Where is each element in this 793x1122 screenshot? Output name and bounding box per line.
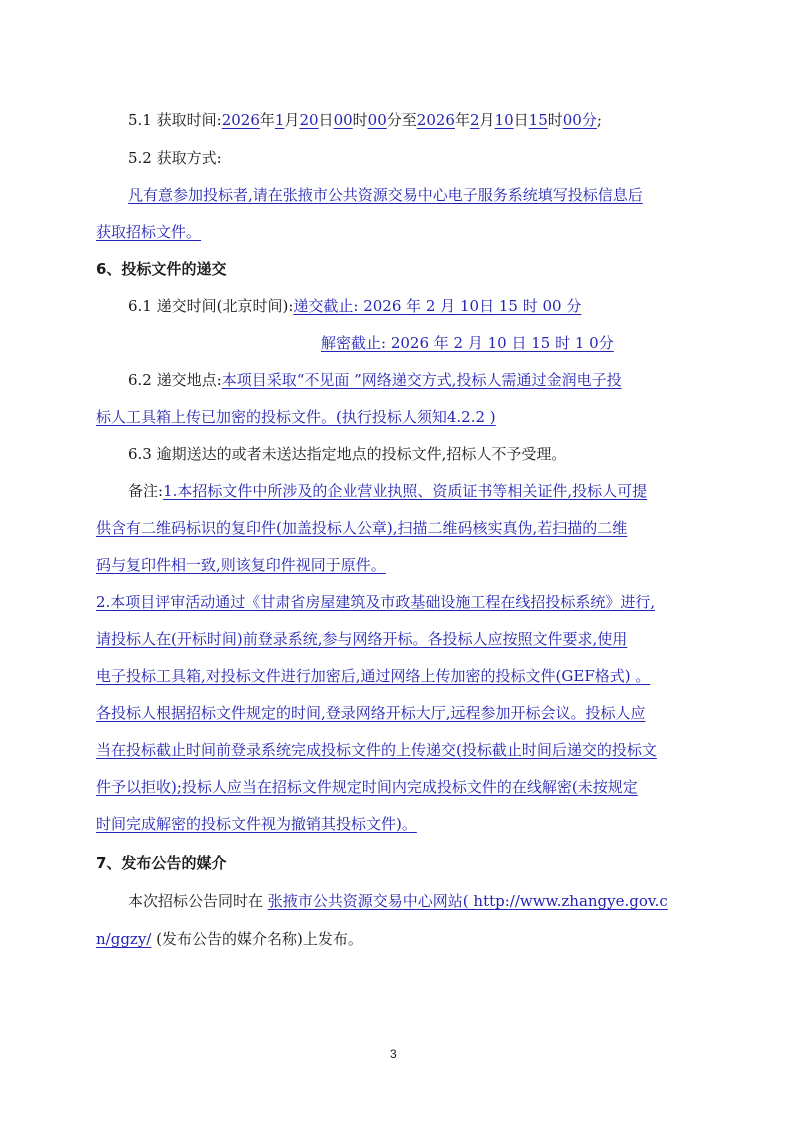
note-line2: 供含有二维码标识的复印件(加盖投标人公章),扫描二维码核实真伪,若扫描的二维 bbox=[96, 519, 628, 537]
note-line8: 当在投标截止时间前登录系统完成投标文件的上传递交(投标截止时间后递交的投标文 bbox=[96, 741, 657, 759]
media-link-cont[interactable]: n/ggzy/ bbox=[96, 930, 152, 948]
note-line5: 请投标人在(开标时间)前登录系统,参与网络开标。各投标人应按照文件要求,使用 bbox=[96, 630, 628, 648]
s62-line2: 标人工具箱上传已加密的投标文件。(执行投标人须知4.2.2 ) bbox=[96, 408, 496, 426]
s61-deadline-label: 递交截止: bbox=[293, 297, 359, 315]
section-5-1 bbox=[128, 110, 602, 130]
s51-day2: 10 bbox=[494, 111, 514, 129]
note-line1: 1.本招标文件中所涉及的企业营业执照、资质证书等相关证件,投标人可提 bbox=[163, 482, 648, 500]
note-line7: 各投标人根据招标文件规定的时间,登录网络开标大厅,远程参加开标会议。投标人应 bbox=[96, 704, 646, 722]
note-line10: 时间完成解密的投标文件视为撤销其投标文件)。 bbox=[96, 815, 417, 833]
note-line9: 件予以拒收);投标人应当在招标文件规定时间内完成投标文件的在线解密(未按规定 bbox=[96, 778, 638, 796]
s61-label: 6.1 递交时间(北京时间): bbox=[128, 297, 294, 315]
page-number: 3 bbox=[390, 1047, 397, 1061]
s51-month1: 1 bbox=[274, 111, 285, 129]
s51-hour2: 15 bbox=[528, 111, 548, 129]
s52-line2: 获取招标文件。 bbox=[96, 223, 202, 241]
s51-month2: 2 bbox=[469, 111, 480, 129]
s62-line1: 本项目采取“不见面 ”网络递交方式,投标人需通过金润电子投 bbox=[221, 371, 622, 389]
s51-t2: 月 bbox=[284, 111, 300, 129]
s51-t8: 日 bbox=[513, 111, 529, 129]
s51-t3: 日 bbox=[318, 111, 334, 129]
s61-decrypt-value: 2026 年 2 月 10 日 15 时 1 0分 bbox=[386, 334, 614, 352]
section-7-title: 7、发布公告的媒介 bbox=[96, 854, 227, 872]
s51-min1: 00 bbox=[367, 111, 387, 129]
s61-decrypt-label: 解密截止: bbox=[321, 334, 387, 352]
s61-deadline-value: 2026 年 2 月 10日 15 时 00 分 bbox=[358, 297, 582, 315]
s61-decrypt bbox=[321, 333, 614, 353]
section-6-title: 6、投标文件的递交 bbox=[96, 260, 227, 278]
s51-t6: 年 bbox=[454, 111, 470, 129]
note-first-line bbox=[128, 481, 647, 501]
s51-hour1: 00 bbox=[333, 111, 353, 129]
section-7-line2 bbox=[96, 929, 363, 949]
s51-t1: 年 bbox=[259, 111, 275, 129]
note-line3: 码与复印件相一致,则该复印件视同于原件。 bbox=[96, 556, 386, 574]
section-6-3: 6.3 逾期送达的或者未送达指定地点的投标文件,招标人不予受理。 bbox=[128, 445, 567, 463]
s51-t4: 时 bbox=[352, 111, 368, 129]
s7-prefix: 本次招标公告同时在 bbox=[128, 892, 268, 910]
media-link[interactable]: 张掖市公共资源交易中心网站( http://www.zhangye.gov.c bbox=[267, 892, 668, 910]
s51-day1: 20 bbox=[299, 111, 319, 129]
s51-min2: 00 bbox=[562, 111, 582, 129]
s7-suffix: (发布公告的媒介名称)上发布。 bbox=[151, 930, 363, 948]
s52-label: 5.2 获取方式: bbox=[128, 149, 222, 167]
s62-label: 6.2 递交地点: bbox=[128, 371, 222, 389]
s51-end: ; bbox=[596, 111, 602, 129]
section-6-2 bbox=[128, 370, 622, 390]
s51-t10: 分 bbox=[581, 111, 597, 129]
s51-t7: 月 bbox=[479, 111, 495, 129]
section-6-1 bbox=[128, 296, 581, 316]
s51-year2: 2026 bbox=[416, 111, 455, 129]
s51-t9: 时 bbox=[547, 111, 563, 129]
note-label: 备注: bbox=[128, 482, 164, 500]
note-line4: 2.本项目评审活动通过《甘肃省房屋建筑及市政基础设施工程在线招投标系统》进行, bbox=[96, 593, 656, 611]
section-7-line1 bbox=[128, 891, 668, 911]
s52-line1: 凡有意参加投标者,请在张掖市公共资源交易中心电子服务系统填写投标信息后 bbox=[128, 186, 643, 204]
s51-t5: 分至 bbox=[386, 111, 417, 129]
note-line6: 电子投标工具箱,对投标文件进行加密后,通过网络上传加密的投标文件(GEF格式) 。 bbox=[96, 667, 651, 685]
s51-year1: 2026 bbox=[221, 111, 260, 129]
s51-label: 5.1 获取时间: bbox=[128, 111, 222, 129]
